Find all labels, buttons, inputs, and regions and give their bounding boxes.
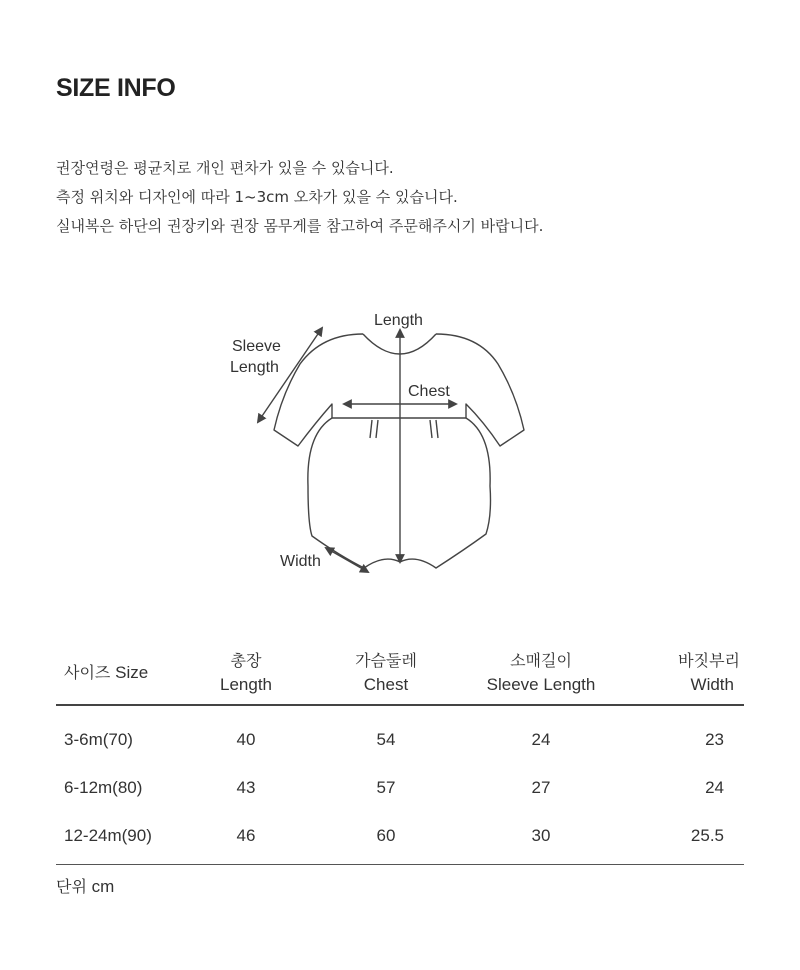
garment-outline	[274, 334, 524, 568]
cell-chest: 60	[306, 812, 466, 865]
notes	[56, 154, 543, 241]
cell-width: 24	[705, 778, 724, 797]
header-width: 바짓부리 Width	[616, 642, 744, 705]
cell-size: 12-24m(90)	[56, 812, 186, 865]
header-sleeve-length: 소매길이 Sleeve Length	[466, 642, 616, 705]
unit-label: 단위	[56, 877, 87, 896]
cell-chest: 54	[376, 730, 396, 749]
cell-length: 40	[236, 730, 256, 749]
width-label: Width	[280, 553, 321, 570]
chest-label: Chest	[408, 383, 450, 400]
width-arrow	[326, 548, 368, 572]
unit-note	[56, 874, 114, 897]
cell-sleeve: 27	[531, 778, 551, 797]
header-length: 총장 Length	[186, 642, 306, 705]
table-row	[56, 764, 744, 812]
cell-size: 6-12m(80)	[64, 778, 143, 797]
table-row	[56, 812, 744, 865]
cell-width: 25.5	[616, 812, 744, 865]
note-line: 측정 위치와 디자인에 따라 1~3cm 오차가 있을 수 있습니다.	[56, 188, 458, 206]
note-line: 실내복은 하단의 권장키와 권장 몸무게를 참고하여 주문해주시기 바랍니다.	[56, 217, 544, 235]
cell-length: 46	[186, 812, 306, 865]
cell-size: 3-6m(70)	[64, 730, 133, 749]
sleeve-label: Sleeve	[232, 338, 281, 355]
size-table	[56, 642, 744, 865]
page-title: SIZE INFO	[56, 74, 176, 102]
cell-chest: 57	[376, 778, 396, 797]
header-size: 사이즈 Size	[56, 642, 186, 705]
cell-length: 43	[236, 778, 256, 797]
cell-sleeve: 30	[466, 812, 616, 865]
table-header-row	[56, 642, 744, 705]
unit-value: cm	[91, 877, 115, 896]
header-chest: 가슴둘레 Chest	[306, 642, 466, 705]
sleeve-label-2: Length	[230, 359, 279, 376]
cell-width: 23	[705, 730, 724, 749]
table-row	[56, 705, 744, 764]
measure-arrows	[258, 328, 456, 572]
note-line: 권장연령은 평균치로 개인 편차가 있을 수 있습니다.	[56, 159, 394, 177]
cell-sleeve: 24	[531, 730, 551, 749]
garment-diagram	[200, 296, 560, 586]
length-label: Length	[374, 312, 423, 329]
